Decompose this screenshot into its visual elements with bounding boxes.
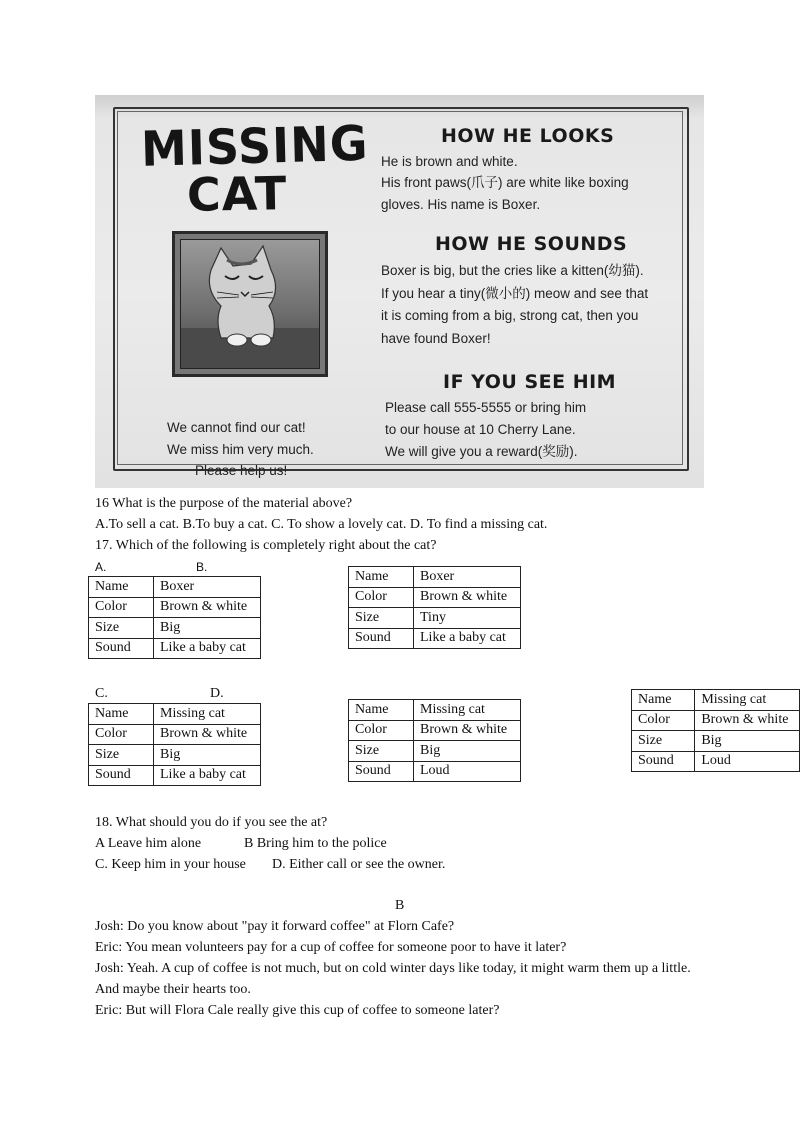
question-16-options: A.To sell a cat. B.To buy a cat. C. To show a lovely cat. D. To find a missing cat. <box>95 517 548 532</box>
see-heading: IF YOU SEE HIM <box>443 371 617 393</box>
sounds-line: Boxer is big, but the cries like a kitten(幼猫). <box>381 263 644 278</box>
answer-table-a <box>88 576 261 659</box>
table-value-cell: Missing cat <box>414 700 521 721</box>
table-row <box>89 745 261 766</box>
option-label-b: B. <box>196 560 208 574</box>
table-row <box>632 710 800 731</box>
table-value-cell: Boxer <box>414 567 521 588</box>
table-row <box>349 720 521 741</box>
dialog-line: Josh: Yeah. A cup of coffee is not much, but on cold winter days like today, it might warm them up a little. <box>95 961 691 976</box>
looks-line: gloves. His name is Boxer. <box>381 197 541 212</box>
sounds-line: it is coming from a big, strong cat, then you <box>381 308 639 323</box>
table-key-cell: Size <box>349 608 414 629</box>
table-value-cell: Brown & white <box>414 720 521 741</box>
answer-table-extra <box>631 689 800 772</box>
table-row <box>89 597 261 618</box>
table-value-cell: Loud <box>695 751 800 772</box>
table-row <box>349 741 521 762</box>
table-value-cell: Brown & white <box>695 710 800 731</box>
missing-line: We cannot find our cat! <box>167 420 306 435</box>
answer-table-d <box>348 699 521 782</box>
table-row <box>349 700 521 721</box>
table-row <box>89 577 261 598</box>
dialog-line: Eric: But will Flora Cale really give this cup of coffee to someone later? <box>95 1003 500 1018</box>
table-row <box>89 638 261 659</box>
question-18-option-a: A Leave him alone <box>95 836 202 851</box>
table-value-cell: Like a baby cat <box>154 638 261 659</box>
table-value-cell: Brown & white <box>154 724 261 745</box>
question-18-option-d: D. Either call or see the owner. <box>272 857 446 872</box>
table-key-cell: Sound <box>89 638 154 659</box>
table-key-cell: Sound <box>349 761 414 782</box>
sounds-line: If you hear a tiny(微小的) meow and see that <box>381 286 649 301</box>
table-key-cell: Size <box>632 731 695 752</box>
poster-title-line1: MISSING <box>140 114 370 178</box>
question-18-option-c: C. Keep him in your house <box>95 857 246 872</box>
missing-line: We miss him very much. <box>167 442 314 457</box>
table-key-cell: Name <box>349 567 414 588</box>
table-key-cell: Color <box>349 720 414 741</box>
table-row <box>349 628 521 649</box>
table-key-cell: Sound <box>349 628 414 649</box>
table-key-cell: Color <box>632 710 695 731</box>
table-key-cell: Name <box>89 577 154 598</box>
missing-line: Please help us! <box>195 463 288 478</box>
table-value-cell: Big <box>414 741 521 762</box>
table-key-cell: Size <box>349 741 414 762</box>
table-value-cell: Brown & white <box>154 597 261 618</box>
looks-heading: HOW HE LOOKS <box>441 125 615 147</box>
option-label-c: C. <box>95 686 108 701</box>
table-key-cell: Name <box>632 690 695 711</box>
answer-table-c <box>88 703 261 786</box>
table-value-cell: Like a baby cat <box>154 765 261 786</box>
question-16: 16 What is the purpose of the material above? <box>95 496 353 511</box>
sounds-heading: HOW HE SOUNDS <box>435 233 628 255</box>
dialog-line: And maybe their hearts too. <box>95 982 251 997</box>
table-key-cell: Size <box>89 745 154 766</box>
table-row <box>349 761 521 782</box>
table-value-cell: Tiny <box>414 608 521 629</box>
answer-table-b <box>348 566 521 649</box>
sounds-line: have found Boxer! <box>381 331 491 346</box>
table-row <box>349 567 521 588</box>
see-line: We will give you a reward(奖励). <box>385 444 578 459</box>
looks-line: His front paws(爪子) are white like boxing <box>381 175 629 190</box>
question-18-option-b: B Bring him to the police <box>244 836 387 851</box>
looks-line: He is brown and white. <box>381 154 518 169</box>
table-key-cell: Color <box>89 724 154 745</box>
table-value-cell: Boxer <box>154 577 261 598</box>
table-value-cell: Big <box>154 618 261 639</box>
missing-cat-poster <box>95 95 704 488</box>
table-key-cell: Color <box>349 587 414 608</box>
table-value-cell: Big <box>695 731 800 752</box>
table-key-cell: Sound <box>89 765 154 786</box>
dialog-line: Eric: You mean volunteers pay for a cup of coffee for someone poor to have it later? <box>95 940 567 955</box>
question-17: 17. Which of the following is completely right about the cat? <box>95 538 437 553</box>
table-row <box>632 731 800 752</box>
table-row <box>89 704 261 725</box>
table-key-cell: Color <box>89 597 154 618</box>
table-key-cell: Name <box>349 700 414 721</box>
section-b-heading: B <box>395 898 405 913</box>
option-label-d: D. <box>210 686 224 701</box>
cat-illustration <box>181 240 319 368</box>
table-row <box>89 724 261 745</box>
see-line: Please call 555-5555 or bring him <box>385 400 587 415</box>
see-line: to our house at 10 Cherry Lane. <box>385 422 576 437</box>
table-row <box>349 608 521 629</box>
dialog-line: Josh: Do you know about "pay it forward coffee" at Florn Cafe? <box>95 919 455 934</box>
table-value-cell: Like a baby cat <box>414 628 521 649</box>
table-value-cell: Big <box>154 745 261 766</box>
table-key-cell: Name <box>89 704 154 725</box>
cat-photo <box>172 231 328 377</box>
table-row <box>349 587 521 608</box>
poster-title-line2: CAT <box>186 166 288 222</box>
table-row <box>89 765 261 786</box>
question-18: 18. What should you do if you see the at? <box>95 815 328 830</box>
option-label-a: A. <box>95 560 107 574</box>
table-row <box>632 751 800 772</box>
table-key-cell: Size <box>89 618 154 639</box>
table-value-cell: Missing cat <box>154 704 261 725</box>
table-value-cell: Brown & white <box>414 587 521 608</box>
table-row <box>632 690 800 711</box>
table-value-cell: Loud <box>414 761 521 782</box>
table-key-cell: Sound <box>632 751 695 772</box>
table-value-cell: Missing cat <box>695 690 800 711</box>
table-row <box>89 618 261 639</box>
